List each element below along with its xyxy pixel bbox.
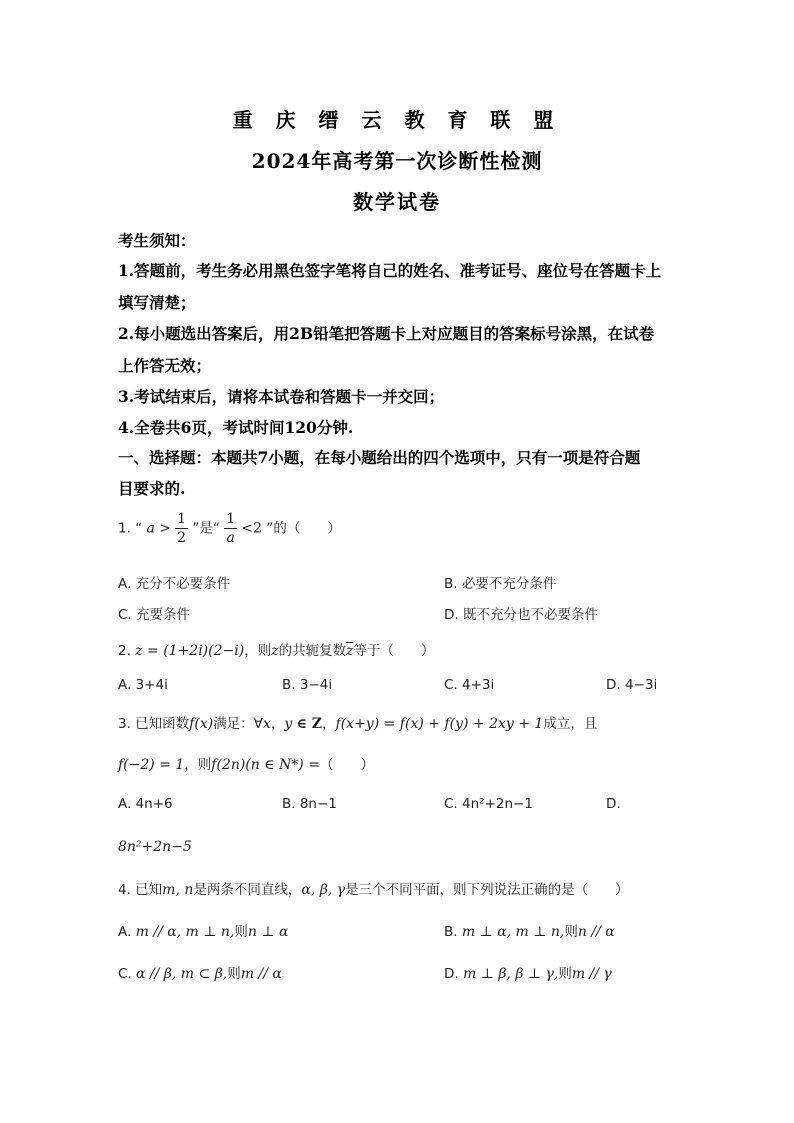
q2-option-c: C. 4+3i (444, 677, 495, 693)
q3-pre: 3. 已知函数 (118, 716, 190, 732)
q3-fx: f(x) (189, 716, 214, 732)
q4-a-result: n ⊥ α (247, 924, 289, 940)
q4-d-label: D. (444, 966, 459, 982)
org-title: 重 庆 缙 云 教 育 联 盟 (232, 108, 562, 132)
q1-option-c: C. 充要条件 (118, 607, 191, 623)
q1-gt: > (159, 520, 171, 537)
q1-option-a: A. 充分不必要条件 (118, 576, 231, 592)
q1-fraction-half (175, 510, 188, 547)
q1-end-text: ”的（ ） (266, 520, 341, 537)
q2-text-3: 等于（ ） (353, 643, 435, 659)
question-1 (118, 510, 341, 547)
q3-y: y (284, 716, 293, 732)
question-2 (118, 639, 434, 659)
q4-c-then: 则 (227, 966, 241, 982)
q4-c-result: m // α (240, 966, 282, 982)
q4-b-result: n // α (577, 924, 615, 940)
question-4 (118, 878, 629, 898)
q4-b-label: B. (444, 924, 458, 940)
q4-a-label: A. (118, 924, 132, 940)
q2-conjugate-z: $\overline{z}$ (346, 643, 354, 659)
q3-mid: 满足：∀ (213, 716, 263, 732)
q1-var-a: a (146, 520, 155, 537)
q2-var-z: z (271, 643, 279, 659)
q3-condition: f(−2) = 1 (118, 757, 185, 773)
question-3-line-2 (118, 753, 374, 773)
q4-pre: 4. 已知 (118, 882, 163, 898)
q1-option-b: B. 必要不充分条件 (444, 576, 557, 592)
section-heading: 一、选择题：本题共7小题，在每小题给出的四个选项中，只有一项是符合题 (118, 448, 641, 467)
q4-planes: α, β, γ (301, 882, 346, 898)
q4-a-expr: m // α, m ⊥ n, (135, 924, 235, 940)
q4-c-expr: α // β, m ⊂ β, (136, 966, 228, 982)
q4-text-1: 是两条不同直线， (193, 882, 302, 898)
q1-frac-den: 2 (177, 530, 187, 546)
notice-item-1-cont: 填写清楚； (118, 293, 196, 312)
notice-item-2-cont: 上作答无效； (118, 356, 212, 375)
q2-text-1: ，则 (244, 643, 272, 659)
q4-option-b (444, 920, 615, 940)
q1-frac2-den: a (226, 530, 235, 546)
q1-lt2: <2 (241, 520, 263, 537)
q3-option-d-value: 8n²+2n−5 (118, 839, 192, 855)
q1-frac-num: 1 (177, 511, 187, 527)
q1-fraction-inv-a (224, 510, 237, 547)
q2-expression: z = (1+2i)(2−i) (135, 643, 245, 659)
q3-then: ，则 (184, 757, 212, 773)
q3-ask: f(2n)(n ∈ N*) = (211, 757, 320, 773)
q4-a-then: 则 (234, 924, 248, 940)
notice-item-2: 2.每小题选出答案后，用2B铅笔把答题卡上对应题目的答案标号涂黑，在试卷 (118, 324, 655, 343)
notice-item-4: 4.全卷共6页，考试时间120分钟. (118, 418, 354, 437)
q2-option-b: B. 3−4i (282, 677, 333, 693)
q3-option-d-label: D. (606, 796, 621, 812)
notice-item-3: 3.考试结束后，请将本试卷和答题卡一并交回； (118, 387, 445, 406)
q3-paren: （ ） (319, 757, 374, 773)
q3-option-a: A. 4n+6 (118, 796, 173, 812)
notice-item-1: 1.答题前，考生务必用黑色签字笔将自己的姓名、准考证号、座位号在答题卡上 (118, 261, 662, 280)
q4-d-result: m // γ (571, 966, 612, 982)
exam-title: 2024年高考第一次诊断性检测 (251, 149, 543, 173)
q3-end: 成立，且 (543, 716, 598, 732)
q1-mid-text: ”是“ (192, 520, 220, 537)
subject-title: 数学试卷 (353, 190, 441, 214)
q1-frac2-num: 1 (226, 511, 236, 527)
q4-c-label: C. (118, 966, 132, 982)
section-heading-cont: 目要求的. (118, 479, 186, 498)
q3-comma-2: ， (322, 716, 336, 732)
q4-text-2: 是三个不同平面，则下列说法正确的是（ ） (345, 882, 629, 898)
q4-b-then: 则 (564, 924, 578, 940)
q2-number: 2. (118, 643, 131, 659)
q3-in-z: ∈ Z (296, 716, 323, 732)
question-3-line-1 (118, 712, 597, 732)
q4-b-expr: m ⊥ α, m ⊥ n, (461, 924, 565, 940)
q3-comma: ， (270, 716, 285, 732)
q4-d-then: 则 (558, 966, 572, 982)
q2-option-a: A. 3+4i (118, 677, 168, 693)
q1-number: 1. (118, 520, 131, 537)
q2-text-2: 的共轭复数 (278, 643, 347, 659)
q1-open-quote: “ (135, 520, 143, 537)
q4-option-a (118, 920, 288, 940)
q3-x: x (262, 716, 271, 732)
q4-d-expr: m ⊥ β, β ⊥ γ, (462, 966, 559, 982)
q3-equation: f(x+y) = f(x) + f(y) + 2xy + 1 (335, 716, 544, 732)
notice-heading: 考生须知： (118, 231, 196, 250)
q4-option-d (444, 962, 612, 982)
q2-option-d: D. 4−3i (606, 677, 658, 693)
q3-option-c: C. 4n²+2n−1 (444, 796, 533, 812)
q1-option-d: D. 既不充分也不必要条件 (444, 607, 598, 623)
q4-lines: m, n (162, 882, 194, 898)
q4-option-c (118, 962, 282, 982)
q3-option-b: B. 8n−1 (282, 796, 337, 812)
